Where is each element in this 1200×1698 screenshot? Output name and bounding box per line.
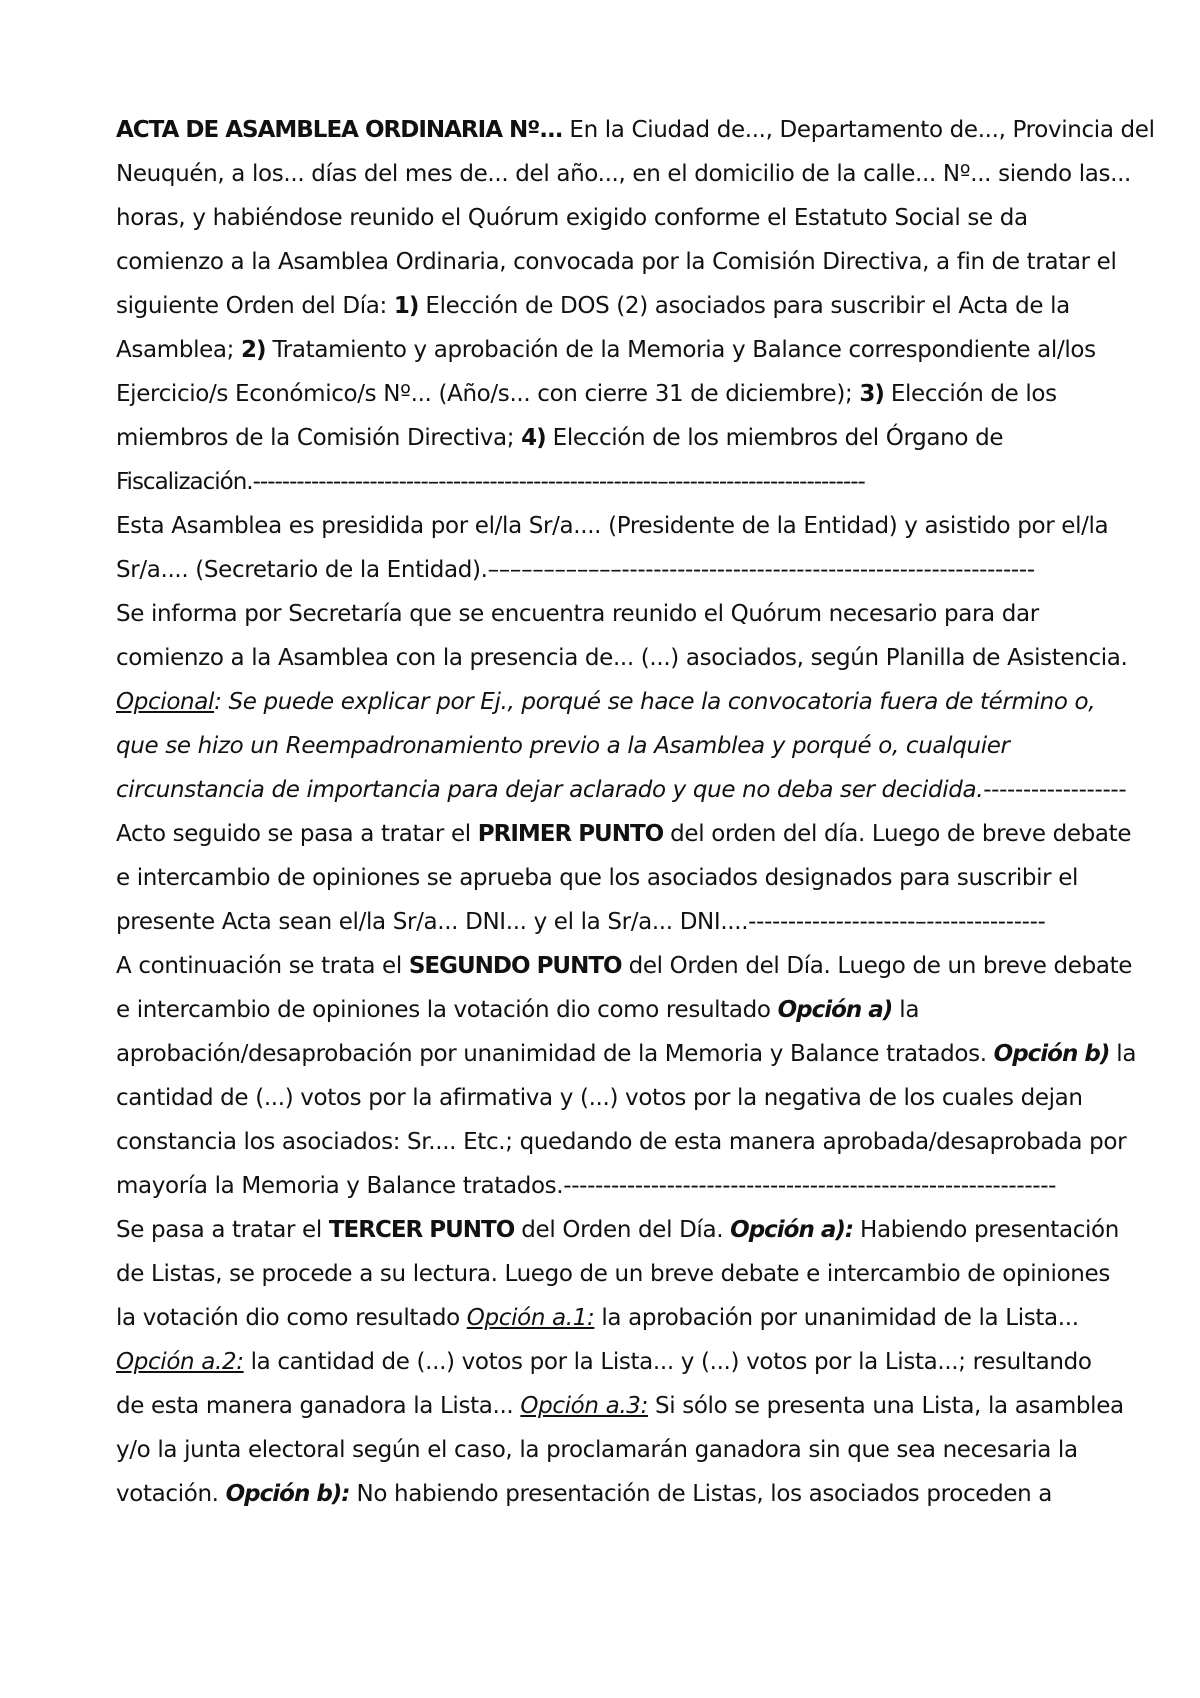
- text-run: Opción a.3:: [520, 1393, 648, 1419]
- text-run: cantidad de (...) votos por la afirmativa y (...) votos por la negativa de los cuales dejan: [116, 1085, 1083, 1111]
- text-run: Esta Asamblea es presidida por el/la Sr/a.... (Presidente de la Entidad) y asistido por el/la: [116, 513, 1109, 539]
- text-run: Neuquén, a los... días del mes de... del año..., en el domicilio de la calle... Nº... siendo las...: [116, 161, 1132, 187]
- document-line: [116, 812, 1132, 856]
- document-line: [116, 240, 1117, 284]
- document-line: [116, 284, 1096, 328]
- text-run: constancia los asociados: Sr.... Etc.; quedando de esta manera aprobada/desaprobada por: [116, 1129, 1127, 1155]
- document-line: [116, 1076, 1096, 1120]
- text-run: Tratamiento y aprobación de la Memoria y Balance correspondiente al/los: [265, 337, 1096, 363]
- text-run: Elección de los: [883, 381, 1057, 407]
- text-run: del Orden del Día. Luego de un breve debate: [621, 953, 1133, 979]
- text-run: e intercambio de opiniones se aprueba que los asociados designados para suscribir el: [116, 865, 1079, 891]
- document-line: [116, 680, 1096, 724]
- text-run: del orden del día. Luego de breve debate: [663, 821, 1132, 847]
- document-line: [116, 152, 1132, 196]
- document-line: [116, 1208, 1120, 1252]
- document-line: [116, 548, 1096, 592]
- text-run: PRIMER PUNTO: [477, 821, 664, 847]
- text-run: : Se puede explicar por Ej., porqué se hace la convocatoria fuera de término o,: [214, 689, 1096, 715]
- text-run: 4): [521, 425, 546, 451]
- document-line: [116, 1296, 1096, 1340]
- document-line: [116, 724, 1096, 768]
- text-run: Opción a.2:: [116, 1349, 244, 1375]
- text-run: siguiente Orden del Día:: [116, 293, 394, 319]
- document-line: [116, 196, 1096, 240]
- text-run: ACTA DE ASAMBLEA ORDINARIA Nº...: [116, 117, 563, 143]
- text-run: Elección de los miembros del Órgano de: [545, 425, 1004, 451]
- text-run: de Listas, se procede a su lectura. Luego de un breve debate e intercambio de opiniones: [116, 1261, 1110, 1287]
- text-run: No habiendo presentación de Listas, los asociados proceden a: [349, 1481, 1053, 1507]
- document-line: [116, 1252, 1110, 1296]
- text-run: que se hizo un Reempadronamiento previo a la Asamblea y porqué o, cualquier: [116, 733, 1010, 759]
- document-line: [116, 328, 1096, 372]
- text-run: Opción b):: [225, 1481, 350, 1507]
- text-run: 2): [241, 337, 266, 363]
- text-run: la votación dio como resultado: [116, 1305, 467, 1331]
- text-run: SEGUNDO PUNTO: [408, 953, 622, 979]
- text-run: de esta manera ganadora la Lista...: [116, 1393, 521, 1419]
- document-line: [116, 900, 1096, 944]
- document-line: [116, 1472, 1096, 1516]
- text-run: comienzo a la Asamblea Ordinaria, convocada por la Comisión Directiva, a fin de tratar el: [116, 249, 1117, 275]
- text-run: Sr/a.... (Secretario de la Entidad).––––––––––––----------------------------------------------------: [116, 557, 1035, 583]
- document-line: [116, 108, 1155, 152]
- text-run: Opción a.1:: [466, 1305, 595, 1331]
- document-line: [116, 768, 1127, 812]
- text-run: la: [892, 997, 920, 1023]
- text-run: Opcional: [116, 689, 215, 715]
- document-line: [116, 1340, 1096, 1384]
- text-run: votación.: [116, 1481, 226, 1507]
- text-run: y/o la junta electoral según el caso, la proclamarán ganadora sin que sea necesaria la: [116, 1437, 1078, 1463]
- text-run: En la Ciudad de..., Departamento de..., Provincia del: [562, 117, 1155, 143]
- document-line: [116, 944, 1133, 988]
- text-run: TERCER PUNTO: [328, 1217, 515, 1243]
- text-run: Opción a): [777, 997, 893, 1023]
- text-run: Fiscalización.------------------------–------------------------------–---------------------------: [116, 469, 865, 495]
- text-run: Se pasa a tratar el: [116, 1217, 329, 1243]
- text-run: Elección de DOS (2) asociados para suscribir el Acta de la: [418, 293, 1070, 319]
- document-body: [116, 108, 1155, 1516]
- document-line: [116, 460, 1096, 504]
- document-line: [116, 416, 1096, 460]
- text-run: Opción b): [993, 1041, 1110, 1067]
- text-run: e intercambio de opiniones la votación dio como resultado: [116, 997, 778, 1023]
- text-run: 1): [393, 293, 419, 319]
- document-line: [116, 1032, 1137, 1076]
- text-run: del Orden del Día.: [514, 1217, 731, 1243]
- text-run: Habiendo presentación: [853, 1217, 1120, 1243]
- text-run: ------------------: [983, 777, 1127, 803]
- text-run: la: [1109, 1041, 1137, 1067]
- text-run: miembros de la Comisión Directiva;: [116, 425, 522, 451]
- text-run: comienzo a la Asamblea con la presencia de... (...) asociados, según Planilla de Asistencia.: [116, 645, 1128, 671]
- document-line: [116, 636, 1128, 680]
- document-line: [116, 504, 1109, 548]
- text-run: presente Acta sean el/la Sr/a... DNI... y el la Sr/a... DNI....---------------------–---------------: [116, 909, 1046, 935]
- document-line: [116, 1384, 1124, 1428]
- text-run: horas, y habiéndose reunido el Quórum exigido conforme el Estatuto Social se da: [116, 205, 1028, 231]
- document-line: [116, 1428, 1096, 1472]
- text-run: 3): [859, 381, 884, 407]
- document-line: [116, 1120, 1127, 1164]
- text-run: Asamblea;: [116, 337, 242, 363]
- text-run: Opción a):: [730, 1217, 854, 1243]
- text-run: Si sólo se presenta una Lista, la asamblea: [647, 1393, 1124, 1419]
- document-line: [116, 592, 1096, 636]
- text-run: mayoría la Memoria y Balance tratados.--------------------------------------------------------------: [116, 1173, 1057, 1199]
- document-line: [116, 856, 1096, 900]
- text-run: Acto seguido se pasa a tratar el: [116, 821, 478, 847]
- document-line: [116, 372, 1096, 416]
- text-run: aprobación/desaprobación por unanimidad de la Memoria y Balance tratados.: [116, 1041, 994, 1067]
- document-line: [116, 988, 1096, 1032]
- text-run: Ejercicio/s Económico/s Nº... (Año/s... con cierre 31 de diciembre);: [116, 381, 860, 407]
- text-run: circunstancia de importancia para dejar aclarado y que no deba ser decidida.: [116, 777, 984, 803]
- document-line: [116, 1164, 1096, 1208]
- text-run: Se informa por Secretaría que se encuentra reunido el Quórum necesario para dar: [116, 601, 1039, 627]
- text-run: la cantidad de (...) votos por la Lista... y (...) votos por la Lista...; resultando: [243, 1349, 1092, 1375]
- text-run: A continuación se trata el: [116, 953, 409, 979]
- text-run: la aprobación por unanimidad de la Lista...: [594, 1305, 1079, 1331]
